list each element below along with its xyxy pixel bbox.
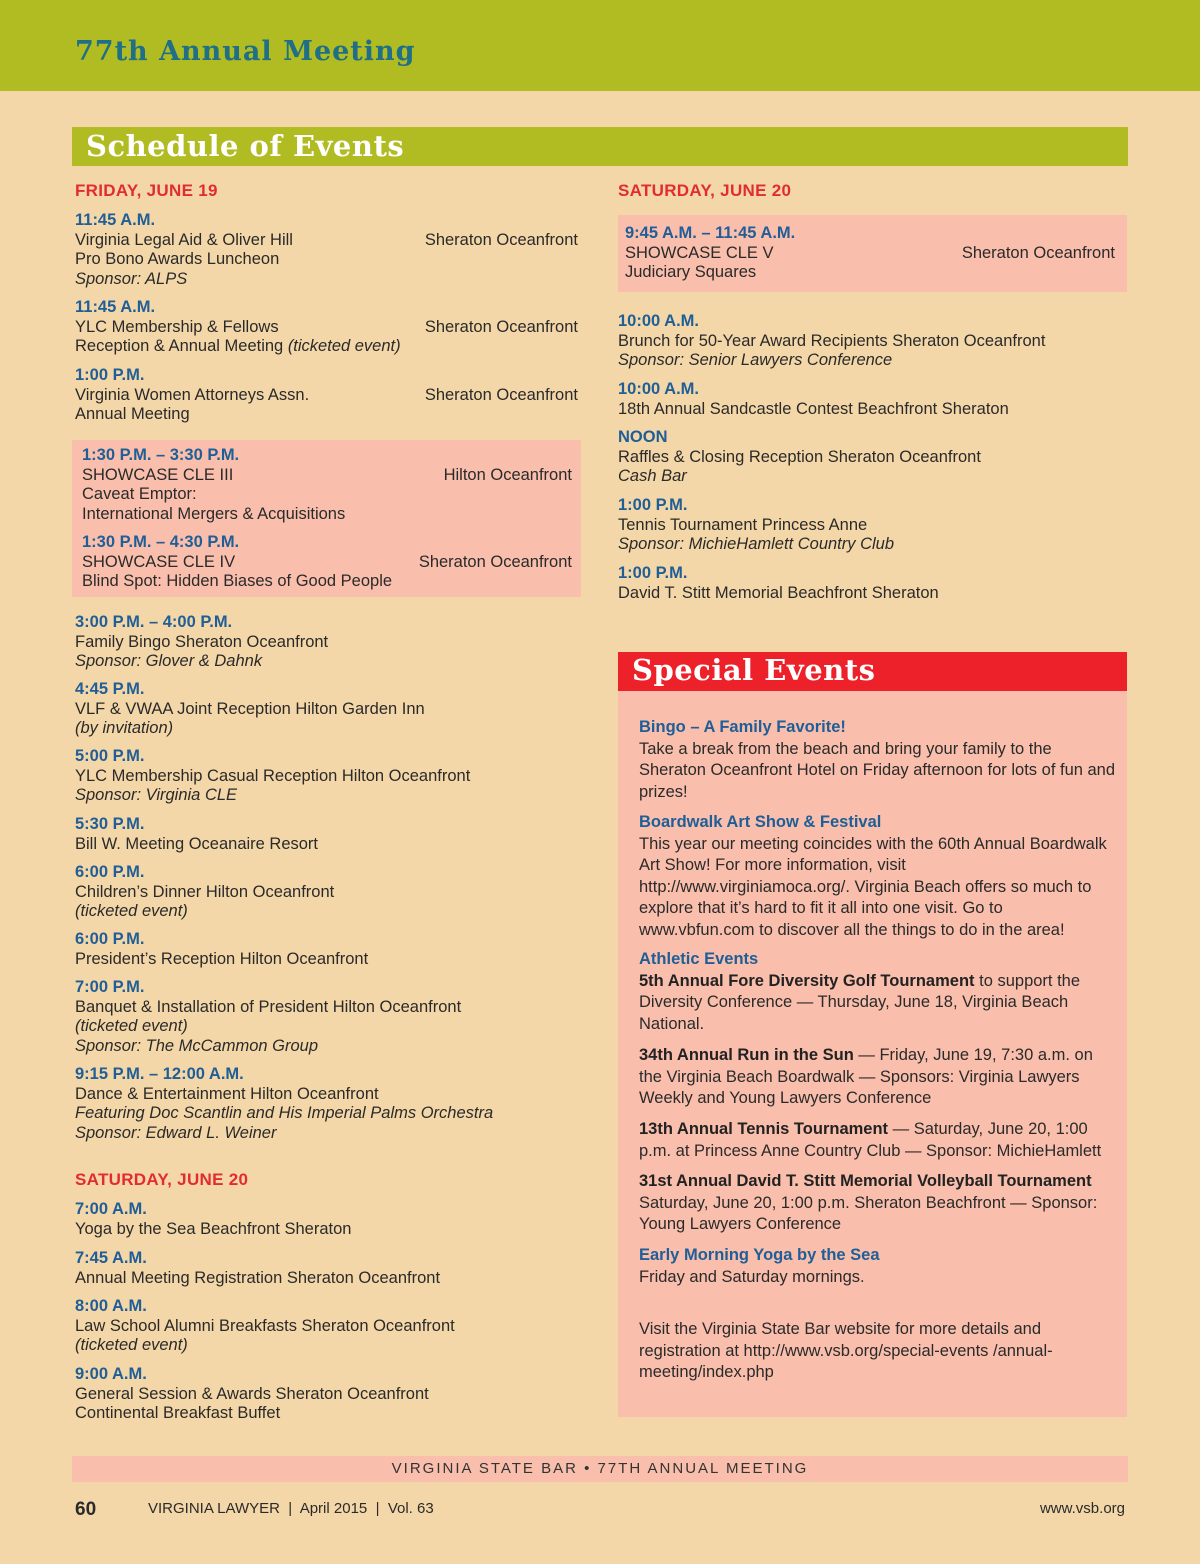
special-events-header [618, 652, 1127, 691]
event-time: 3:00 P.M. – 4:00 P.M. [75, 613, 233, 631]
event-note: Featuring Doc Scantlin and His Imperial Palms Orchestra [75, 1104, 494, 1122]
event-title: Raffles & Closing Reception Sheraton Oceanfront [618, 447, 981, 466]
event-item [625, 224, 1115, 283]
event-line: Caveat Emptor: [82, 485, 197, 503]
event-time: 1:00 P.M. [75, 366, 145, 384]
special-bold: 34th Annual Run in the Sun [639, 1046, 854, 1064]
top-banner [0, 0, 1200, 91]
event-line: Pro Bono Awards Luncheon [75, 250, 280, 268]
event-sponsor: Sponsor: ALPS [75, 269, 188, 288]
event-title: David T. Stitt Memorial Beachfront Sheraton [618, 583, 939, 602]
day-heading-saturday: SATURDAY, JUNE 20 [75, 1170, 249, 1189]
event-time: 7:00 P.M. [75, 978, 145, 996]
event-title: SHOWCASE CLE III [82, 465, 234, 484]
event-title: YLC Membership Casual Reception Hilton Oceanfront [75, 766, 471, 785]
event-location: Sheraton Oceanfront [424, 385, 578, 404]
event-sponsor: Sponsor: Edward L. Weiner [75, 1123, 277, 1142]
event-note: Cash Bar [618, 467, 687, 485]
event-item [618, 312, 1127, 371]
event-item [75, 298, 578, 357]
event-item [75, 1065, 578, 1143]
event-time: 1:00 P.M. [618, 496, 688, 514]
event-line: Reception & Annual Meeting [75, 337, 288, 355]
event-line: Annual Meeting [75, 405, 190, 423]
event-time: 9:00 A.M. [75, 1365, 147, 1383]
event-location: Sheraton Oceanfront [961, 243, 1115, 262]
event-item [75, 747, 578, 806]
special-text: Take a break from the beach and bring your family to the Sheraton Oceanfront Hotel on Friday afternoon for lots of fun and prizes! [639, 739, 1116, 801]
website-link[interactable]: www.vsb.org [1039, 1500, 1125, 1517]
event-title: General Session & Awards Sheraton Oceanfront [75, 1384, 429, 1403]
event-title: Banquet & Installation of President Hilton Oceanfront [75, 997, 462, 1016]
special-item [639, 949, 1119, 1035]
event-time: 5:30 P.M. [75, 815, 145, 833]
event-note: (ticketed event) [75, 902, 188, 920]
special-text: Saturday, June 20, 1:00 p.m. Sheraton Beachfront — Sponsor: Young Lawyers Conference [639, 1193, 1098, 1233]
event-item [82, 446, 572, 524]
event-sponsor: Sponsor: Senior Lawyers Conference [618, 351, 893, 369]
event-time: NOON [618, 428, 668, 446]
event-location: Sheraton Oceanfront [424, 230, 578, 249]
event-note: (by invitation) [75, 719, 174, 737]
event-sponsor: Sponsor: The McCammon Group [75, 1036, 319, 1055]
event-item [75, 978, 578, 1056]
special-item [639, 1045, 1119, 1110]
event-title: YLC Membership & Fellows [75, 317, 279, 336]
day-heading-friday: FRIDAY, JUNE 19 [75, 181, 218, 200]
event-item [618, 564, 1127, 603]
event-line: Judiciary Squares [625, 263, 757, 281]
schedule-header [72, 127, 1128, 166]
special-events-title: Special Events [632, 653, 876, 687]
event-item [618, 380, 1127, 419]
event-title: President’s Reception Hilton Oceanfront [75, 949, 369, 968]
event-title: Yoga by the Sea Beachfront Sheraton [75, 1219, 352, 1238]
special-heading: Early Morning Yoga by the Sea [639, 1246, 880, 1264]
event-title: VLF & VWAA Joint Reception Hilton Garden Inn [75, 699, 425, 718]
special-text: This year our meeting coincides with the 60th Annual Boardwalk Art Show! For more information, visit http://www.virginiamoca.org/. Virginia Beach offers so much to explore that it’s hard to fit it all into one visit. Go to www.vbfun.com to discover all the things to do in the area! [639, 834, 1107, 939]
special-item [639, 717, 1119, 803]
event-title: Family Bingo Sheraton Oceanfront [75, 632, 329, 651]
event-time: 9:15 P.M. – 12:00 A.M. [75, 1065, 244, 1083]
event-line: Continental Breakfast Buffet [75, 1404, 281, 1422]
event-title: SHOWCASE CLE V [625, 243, 774, 262]
event-time: 1:00 P.M. [618, 564, 688, 582]
special-text: to support the Diversity Conference — Thursday, June 18, Virginia Beach National. [639, 971, 1081, 1033]
special-item [639, 1119, 1119, 1162]
special-item [639, 1245, 1119, 1288]
event-time: 11:45 A.M. [75, 211, 156, 229]
event-time: 1:30 P.M. – 4:30 P.M. [82, 533, 240, 551]
event-time: 8:00 A.M. [75, 1297, 147, 1315]
special-item [639, 1319, 1079, 1384]
special-heading: Athletic Events [639, 950, 759, 968]
special-bold: 31st Annual David T. Stitt Memorial Volleyball Tournament [639, 1172, 1092, 1190]
event-title: Tennis Tournament Princess Anne [618, 515, 868, 534]
event-item [75, 1200, 578, 1239]
event-time: 11:45 A.M. [75, 298, 156, 316]
event-sponsor: Sponsor: Glover & Dahnk [75, 652, 263, 670]
event-title: Children’s Dinner Hilton Oceanfront [75, 882, 335, 901]
event-title: Virginia Legal Aid & Oliver Hill [75, 230, 293, 249]
event-item [618, 496, 1127, 555]
event-title: Brunch for 50-Year Award Recipients Sheraton Oceanfront [618, 331, 1046, 350]
event-time: 9:45 A.M. – 11:45 A.M. [625, 224, 796, 242]
event-time: 6:00 P.M. [75, 930, 145, 948]
event-item [75, 211, 578, 289]
event-title: 18th Annual Sandcastle Contest Beachfront Sheraton [618, 399, 1009, 418]
event-item [618, 428, 1127, 487]
event-title: Virginia Women Attorneys Assn. [75, 385, 310, 404]
event-title: Annual Meeting Registration Sheraton Oceanfront [75, 1268, 441, 1287]
event-item [82, 533, 572, 592]
event-title: SHOWCASE CLE IV [82, 552, 236, 571]
special-item [639, 812, 1119, 941]
publication-info: VIRGINIA LAWYER | April 2015 | Vol. 63 [148, 1500, 434, 1517]
event-item [75, 863, 578, 922]
special-text: Visit the Virginia State Bar website for more details and registration at http://www.vsb.org/special-events /annual-meeting/index.php [639, 1320, 1053, 1381]
day-heading-saturday: SATURDAY, JUNE 20 [618, 181, 792, 200]
event-item [75, 815, 578, 854]
event-sponsor: Sponsor: MichieHamlett Country Club [618, 535, 895, 553]
event-note: (ticketed event) [287, 337, 401, 355]
event-time: 5:00 P.M. [75, 747, 145, 765]
event-line: International Mergers & Acquisitions [82, 504, 346, 523]
banner-title: 77th Annual Meeting [75, 36, 416, 67]
event-time: 6:00 P.M. [75, 863, 145, 881]
event-time: 4:45 P.M. [75, 680, 145, 698]
event-title: Bill W. Meeting Oceanaire Resort [75, 834, 319, 853]
special-text: — Friday, June 19, 7:30 a.m. on the Virginia Beach Boardwalk — Sponsors: Virginia Lawyers Weekly and Young Lawyers Conference [639, 1046, 1093, 1107]
event-time: 10:00 A.M. [618, 312, 700, 330]
event-item [75, 366, 578, 425]
event-item [75, 1297, 578, 1356]
special-heading: Bingo – A Family Favorite! [639, 718, 846, 736]
event-location: Hilton Oceanfront [443, 465, 572, 484]
event-item [75, 1365, 578, 1424]
event-item [75, 680, 578, 739]
event-note: (ticketed event) [75, 1017, 188, 1035]
event-time: 7:45 A.M. [75, 1249, 147, 1267]
special-bold: 5th Annual Fore Diversity Golf Tournament [639, 971, 975, 990]
event-item [75, 613, 578, 672]
event-note: (ticketed event) [75, 1336, 188, 1354]
event-line: Blind Spot: Hidden Biases of Good People [82, 572, 393, 590]
event-title: Law School Alumni Breakfasts Sheraton Oceanfront [75, 1316, 455, 1335]
event-time: 7:00 A.M. [75, 1200, 147, 1218]
event-item [75, 1249, 578, 1288]
special-text: — Saturday, June 20, 1:00 p.m. at Princess Anne Country Club — Sponsor: MichieHamlett [639, 1120, 1102, 1160]
footer-band: VIRGINIA STATE BAR • 77TH ANNUAL MEETING [72, 1456, 1128, 1482]
special-text: Friday and Saturday mornings. [639, 1267, 865, 1286]
event-sponsor: Sponsor: Virginia CLE [75, 786, 238, 804]
event-time: 1:30 P.M. – 3:30 P.M. [82, 446, 240, 464]
event-item [75, 930, 578, 969]
event-time: 10:00 A.M. [618, 380, 700, 398]
schedule-title: Schedule of Events [86, 129, 405, 163]
event-location: Sheraton Oceanfront [418, 552, 572, 571]
page-number: 60 [75, 1499, 97, 1520]
event-location: Sheraton Oceanfront [424, 317, 578, 336]
event-title: Dance & Entertainment Hilton Oceanfront [75, 1084, 379, 1103]
special-bold: 13th Annual Tennis Tournament [639, 1120, 889, 1138]
special-item [639, 1171, 1119, 1236]
special-heading: Boardwalk Art Show & Festival [639, 813, 882, 831]
